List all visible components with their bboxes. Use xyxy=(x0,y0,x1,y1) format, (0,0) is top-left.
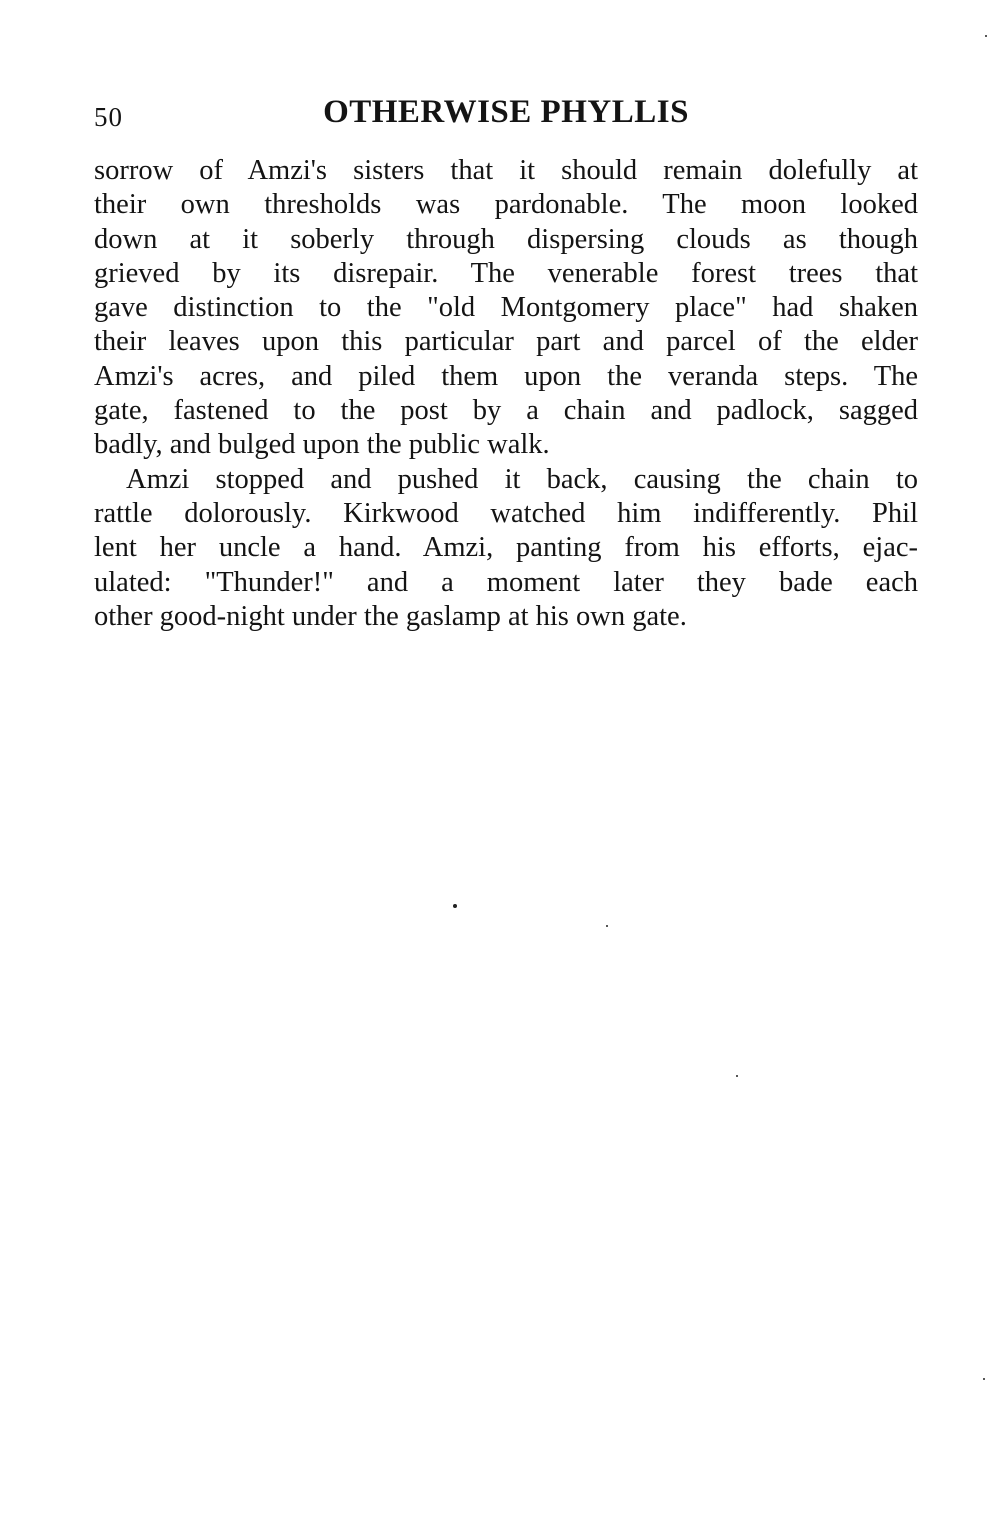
text-line: their leaves upon this particular part and parcel of the elder xyxy=(94,326,918,358)
text-line: Amzi's acres, and piled them upon the veranda steps. The xyxy=(94,360,918,392)
text-line: badly, and bulged upon the public walk. xyxy=(94,429,550,461)
body-text xyxy=(94,154,918,634)
text-line: their own thresholds was pardonable. The moon looked xyxy=(94,189,918,221)
text-line: gave distinction to the "old Montgomery place" had shaken xyxy=(94,292,918,324)
paragraph-2 xyxy=(94,463,918,634)
scan-speck xyxy=(983,1378,985,1380)
page-number: 50 xyxy=(94,102,123,132)
text-line: sorrow of Amzi's sisters that it should remain dolefully at xyxy=(94,155,918,186)
paragraph-1 xyxy=(94,154,918,463)
scan-speck xyxy=(453,904,457,908)
text-line: down at it soberly through dispersing clouds as though xyxy=(94,223,918,255)
running-title: OTHERWISE PHYLLIS xyxy=(323,94,689,130)
text-line: gate, fastened to the post by a chain and padlock, sagged xyxy=(94,395,918,427)
scan-speck xyxy=(736,1075,738,1077)
text-line: lent her uncle a hand. Amzi, panting from his efforts, ejac- xyxy=(94,532,918,564)
text-line: rattle dolorously. Kirkwood watched him indifferently. Phil xyxy=(94,497,918,529)
scan-speck xyxy=(606,925,608,927)
text-line: other good-night under the gaslamp at his own gate. xyxy=(94,600,687,632)
scan-speck xyxy=(985,35,987,37)
text-line: Amzi stopped and pushed it back, causing the chain to xyxy=(126,463,918,495)
running-head xyxy=(94,94,918,138)
text-line: ulated: "Thunder!" and a moment later they bade each xyxy=(94,566,918,598)
text-line: grieved by its disrepair. The venerable forest trees that xyxy=(94,257,918,289)
